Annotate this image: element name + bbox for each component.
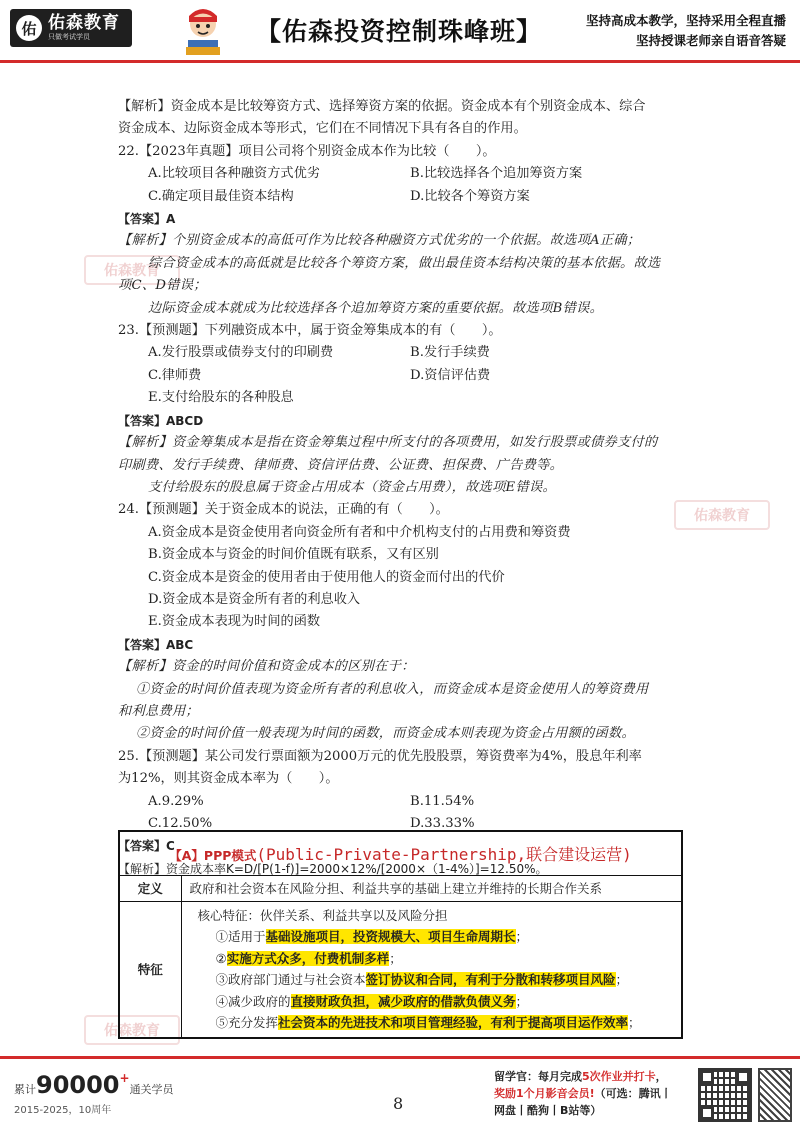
q23-option-c: C.律师费 [148,367,202,383]
page-title: 【佑森投资控制珠峰班】 [256,17,543,46]
q24-option-e: E.资金成本表现为时间的函数 [148,614,321,630]
q22-analysis: 项C、D错误； [118,278,207,294]
slogan-line-2: 坚持授课老师亲自语音答疑 [635,33,786,48]
q23-option-b: B.发行手续费 [410,345,490,361]
brand-logo [10,9,132,47]
core-feature: 核心特征：伙伴关系、利益共享以及风险分担 [197,907,448,923]
q23-analysis: 【解析】资金筹集成本是指在资金筹集过程中所支付的各项费用，如发行股票或债券支付的 [118,435,658,451]
ppp-title-prefix: 【A】PPP模式 [169,847,257,863]
q22-option-a: A.比较项目各种融资方式优劣 [148,166,320,182]
q24-option-b: B.资金成本与资金的时间价值既有联系，又有区别 [148,547,439,563]
q24-option-c: C.资金成本是资金的使用者由于使用他人的资金而付出的代价 [148,569,505,585]
features-header: 特征 [119,901,181,1038]
feature-item-3: ③政府部门通过与社会资本签订协议和合同，有利于分散和转移项目风险； [215,972,629,987]
slogan-line-1: 坚持高成本教学，坚持采用全程直播 [585,13,786,28]
mini-qr-code-icon [758,1068,792,1122]
q25-option-a: A.9.29% [148,793,204,809]
feature-item-1: ①适用于基础设施项目，投资规模大、项目生命周期长； [215,929,529,944]
q25-option-d: D.33.33% [410,816,475,831]
watermark-logo: 佑森教育 [674,500,770,530]
header-divider [0,60,800,63]
q25-option-c: C.12.50% [148,816,213,831]
ppp-title-suffix: (Public-Private-Partnership,联合建设运营) [256,844,632,864]
feature-item-4: ④减少政府的直接财政负担，减少政府的借款负债义务； [215,993,529,1009]
page-number: 8 [393,1094,404,1113]
q23-option-d: D.资信评估费 [410,367,491,383]
q25-stem: 为12%，则其资金成本率为（ ）。 [118,771,339,787]
logo-seal-icon: 佑 [16,15,42,41]
q24-answer: 【答案】ABC [118,637,194,652]
student-count: 累计90000+通关学员 [14,1071,174,1099]
q23-answer: 【答案】ABCD [118,413,204,428]
ppp-table [118,830,683,1039]
definition-text: 政府和社会资本在风险分担、利益共享的基础上建立并维持的长期合作关系 [181,875,682,901]
q22-analysis: 【解析】个别资金成本的高低可作为比较各种融资方式优劣的一个依据。故选项A正确； [118,233,641,249]
header-slogan [586,11,786,51]
question-content [118,96,684,880]
q22-option-d: D.比较各个筹资方案 [410,188,530,204]
q25-option-b: B.11.54% [410,793,475,809]
qr-code-icon [698,1068,752,1122]
q25-analysis: 【解析】资金成本率K=D/[P(1-f)]=2000×12%/[2000×（1-4%）]=12.50%。 [118,861,548,876]
feature-item-2: ②实施方式众多，付费机制多样； [215,950,402,966]
q22-analysis: 边际资金成本就成为比较选择各个追加筹资方案的重要依据。故选项B错误。 [148,300,604,316]
logo-tagline: 只做考试学员 [48,33,90,41]
watermark-logo: 佑森教育 [84,1015,180,1045]
q23-option-a: A.发行股票或债券支付的印刷费 [148,345,334,361]
ppp-table-title [119,831,682,875]
promo-text: 留学官：每月完成5次作业并打卡， 奖励1个月影音会员!（可选：腾讯丨 网盘丨酷狗丨B站等） [494,1070,672,1117]
definition-header: 定义 [119,875,181,901]
footer-divider [0,1056,800,1059]
q24-analysis: ②资金的时间价值一般表现为时间的函数，而资金成本则表现为资金占用额的函数。 [136,726,636,742]
q23-stem: 23.【预测题】下列融资成本中，属于资金筹集成本的有（ ）。 [118,323,502,339]
q21-analysis: 【解析】资金成本是比较筹资方式、选择筹资方案的依据。资金成本有个别资金成本、综合 [118,99,646,114]
q24-option-a: A.资金成本是资金使用者向资金所有者和中介机构支付的占用费和筹资费 [148,524,571,540]
q24-analysis: 和利息费用； [118,703,199,719]
features-cell [181,901,682,1038]
page-header [0,0,800,62]
q21-analysis: 资金成本、边际资金成本等形式，它们在不同情况下具有各自的作用。 [118,121,527,137]
anniversary-years: 2015-2025，10周年 [14,1105,112,1116]
q23-analysis: 支付给股东的股息属于资金占用成本（资金占用费），故选项E错误。 [148,479,556,495]
q22-analysis: 综合资金成本的高低就是比较各个筹资方案，做出最佳资本结构决策的基本依据。故选 [148,255,661,271]
logo-name: 佑森教育 [48,13,120,33]
q25-stem: 25.【预测题】某公司发行票面额为2000万元的优先股股票，筹资费率为4%，股息年利率 [118,748,642,764]
q22-stem: 22.【2023年真题】项目公司将个别资金成本作为比较（ ）。 [118,143,496,159]
q24-stem: 24.【预测题】关于资金成本的说法，正确的有（ ）。 [118,502,449,518]
q22-answer: 【答案】A [118,212,176,227]
q25-answer: 【答案】C [118,839,175,854]
q22-option-c: C.确定项目最佳资本结构 [148,188,294,204]
feature-item-5: ⑤充分发挥社会资本的先进技术和项目管理经验，有利于提高项目运作效率； [215,1015,641,1030]
q24-analysis: 【解析】资金的时间价值和资金成本的区别在于： [118,659,415,675]
q24-option-d: D.资金成本是资金所有者的利息收入 [148,591,361,607]
q22-option-b: B.比较选择各个追加筹资方案 [410,166,583,182]
q23-option-e: E.支付给股东的各种股息 [148,390,294,406]
q23-analysis: 印刷费、发行手续费、律师费、资信评估费、公证费、担保费、广告费等。 [118,457,564,473]
mascot-icon [178,4,228,58]
watermark-logo: 佑森教育 [84,255,180,285]
q24-analysis: ①资金的时间价值表现为资金所有者的利息收入，而资金成本是资金使用人的筹资费用 [136,681,649,697]
